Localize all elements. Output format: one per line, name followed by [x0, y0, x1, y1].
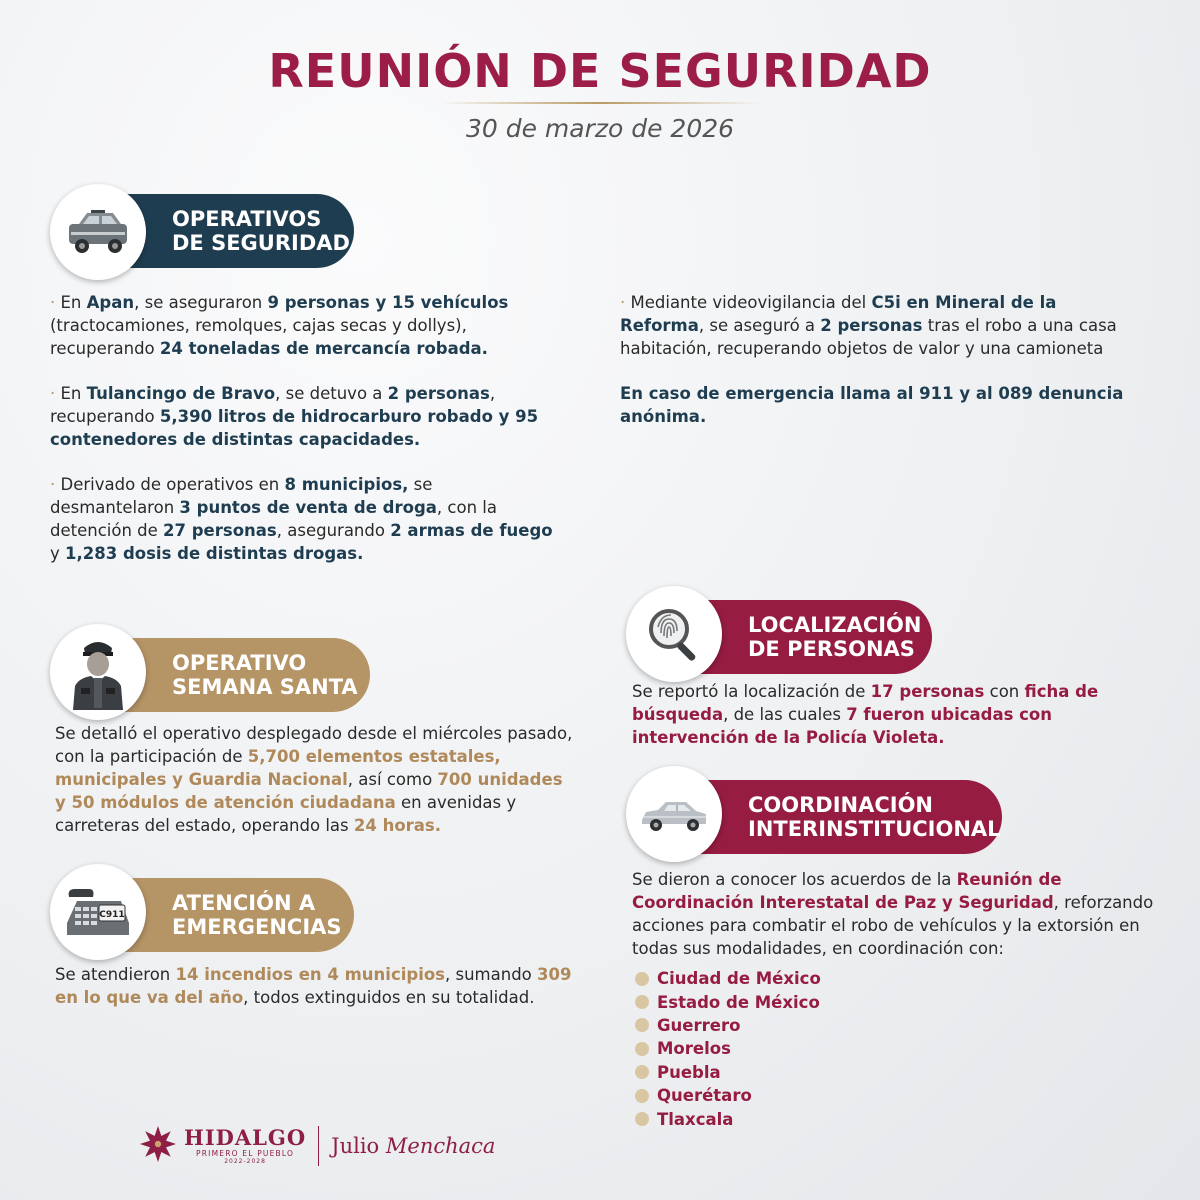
states-list	[635, 967, 935, 1131]
section-title-line2: SEMANA SANTA	[172, 675, 358, 699]
list-item: Estado de México	[635, 990, 935, 1013]
bullet-icon	[635, 1018, 649, 1032]
hidalgo-years: 2022-2028	[224, 1158, 266, 1165]
emergency-notice: En caso de emergencia llama al 911 y al 089 denuncia anónima.	[620, 384, 1124, 426]
list-item: Puebla	[635, 1061, 935, 1084]
atencion-text: Se atendieron 14 incendios en 4 municipios, sumando 309 en lo que va del año, todos extinguidos en su totalidad.	[55, 965, 572, 1007]
phone-screen-label: C911	[99, 910, 125, 920]
operativos-paragraph-municipios: · Derivado de operativos en 8 municipios, se desmantelaron 3 puntos de venta de droga, con la detención de 27 personas, asegurando 2 armas de fuego y 1,283 dosis de distintas drogas.	[50, 475, 553, 563]
footer-logo	[138, 1124, 495, 1168]
section-title-line2: EMERGENCIAS	[172, 915, 342, 939]
operativos-left-column	[50, 291, 560, 587]
operativos-paragraph-tulancingo: · En Tulancingo de Bravo, se detuvo a 2 personas, recuperando 5,390 litros de hidrocarburo robado y 95 contenedores de distintas capacidades.	[50, 384, 539, 449]
bullet-icon	[635, 1042, 649, 1056]
bullet-icon	[635, 995, 649, 1009]
bullet-icon	[635, 1112, 649, 1126]
semana-santa-text: Se detalló el operativo desplegado desde el miércoles pasado, con la participación de 5,700 elementos estatales, municipales y Guardia Nacional, así como 700 unidades y 50 módulos de atención ciudadana en avenidas y carreteras del estado, operando las 24 horas.	[55, 724, 573, 835]
hidalgo-flower-icon	[138, 1124, 178, 1168]
bullet-icon	[635, 1065, 649, 1079]
section-title-line1: OPERATIVO	[172, 651, 307, 675]
page-title: REUNIÓN DE SEGURIDAD	[268, 44, 932, 98]
list-item: Morelos	[635, 1037, 935, 1060]
title-divider	[440, 102, 760, 104]
list-item: Tlaxcala	[635, 1107, 935, 1130]
bullet-icon	[635, 1089, 649, 1103]
section-title-line2: INTERINSTITUCIONAL	[748, 817, 1001, 841]
governor-name: Julio Menchaca	[331, 1134, 496, 1158]
police-officer-icon	[50, 624, 146, 720]
telephone-911-icon	[50, 864, 146, 960]
section-title-line1: LOCALIZACIÓN	[748, 613, 922, 637]
hidalgo-slogan: PRIMERO EL PUEBLO	[196, 1149, 295, 1158]
page-date: 30 de marzo de 2026	[465, 114, 735, 143]
section-title-line1: OPERATIVOS	[172, 207, 322, 231]
hidalgo-text: HIDALGO	[184, 1125, 307, 1150]
localizacion-text: Se reportó la localización de 17 personas con ficha de búsqueda, de las cuales 7 fueron ubicadas con intervención de la Policía Violeta.	[632, 682, 1099, 747]
coordinacion-text: Se dieron a conocer los acuerdos de la Reunión de Coordinación Interestatal de Paz y Seguridad, reforzando acciones para combatir el robo de vehículos y la extorsión en todas sus modalidades, en coordinación con:	[632, 870, 1154, 958]
section-title-line1: ATENCIÓN A	[172, 891, 316, 915]
section-title-line2: DE PERSONAS	[748, 637, 915, 661]
footer-divider	[318, 1126, 319, 1166]
police-truck-icon	[50, 184, 146, 280]
section-title-line1: COORDINACIÓN	[748, 793, 934, 817]
list-item: Querétaro	[635, 1084, 935, 1107]
section-title-line2: DE SEGURIDAD	[172, 231, 350, 255]
list-item: Ciudad de México	[635, 967, 935, 990]
bullet-icon	[635, 972, 649, 986]
hidalgo-wordmark	[184, 1127, 306, 1165]
car-icon	[626, 766, 722, 862]
operativos-paragraph-apan: · En Apan, se aseguraron 9 personas y 15 vehículos (tractocamiones, remolques, cajas secas y dollys), recuperando 24 toneladas de mercancía robada.	[50, 293, 509, 358]
operativos-right-column	[620, 291, 1140, 450]
magnifier-fingerprint-icon	[626, 586, 722, 682]
list-item: Guerrero	[635, 1014, 935, 1037]
operativos-paragraph-c5i: · Mediante videovigilancia del C5i en Mineral de la Reforma, se aseguró a 2 personas tras el robo a una casa habitación, recuperando objetos de valor y una camioneta	[620, 293, 1117, 358]
